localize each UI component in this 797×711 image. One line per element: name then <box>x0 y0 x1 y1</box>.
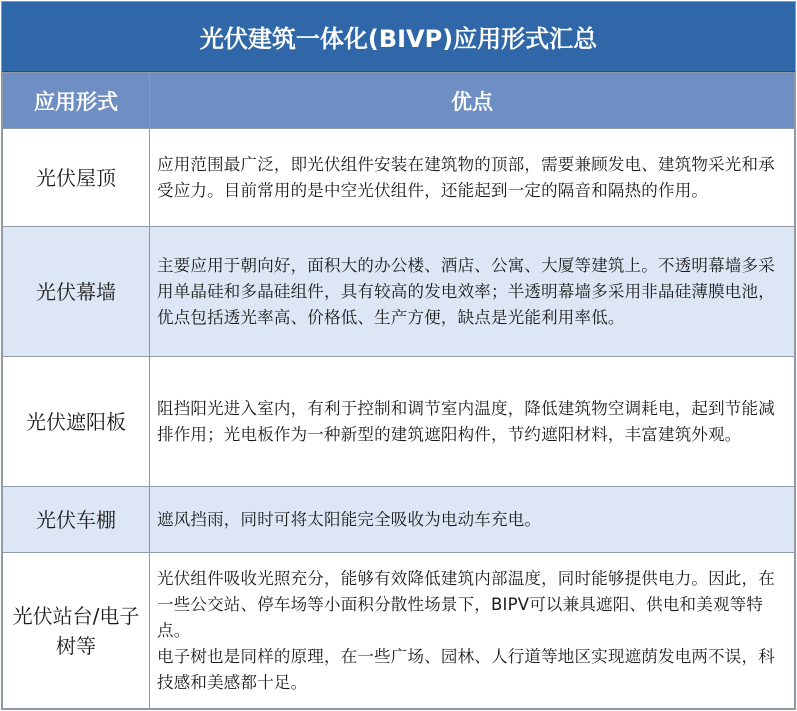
desc-paragraph: 遮风挡雨，同时可将太阳能完全吸收为电动车充电。 <box>157 509 542 529</box>
row-label-roof: 光伏屋顶 <box>3 129 150 227</box>
row-desc-curtain-wall <box>150 227 795 357</box>
table-row <box>3 129 795 227</box>
row-label-sunshade: 光伏遮阳板 <box>3 357 150 487</box>
desc-paragraph: 光伏组件吸收光照充分，能够有效降低建筑内部温度，同时能够提供电力。因此，在一些公交站、停车场等小面积分散性场景下，BIPV可以兼具遮阳、供电和美观等特点。 <box>157 568 775 640</box>
desc-paragraph: 应用范围最广泛，即光伏组件安装在建筑物的顶部，需要兼顾发电、建筑物采光和承受应力。目前常用的是中空光伏组件，还能起到一定的隔音和隔热的作用。 <box>157 154 775 200</box>
desc-paragraph: 电子树也是同样的原理，在一些广场、园林、人行道等地区实现遮荫发电两不误，科技感和美感都十足。 <box>157 646 775 692</box>
application-table <box>2 72 795 709</box>
row-desc-sunshade <box>150 357 795 487</box>
header-row <box>3 73 795 129</box>
row-label-station: 光伏站台/电子树等 <box>3 553 150 709</box>
row-desc-carport <box>150 487 795 553</box>
header-form: 应用形式 <box>3 73 150 129</box>
desc-paragraph: 阻挡阳光进入室内，有利于控制和调节室内温度，降低建筑物空调耗电，起到节能减排作用；光电板作为一种新型的建筑遮阳构件，节约遮阳材料，丰富建筑外观。 <box>157 398 775 444</box>
table-title: 光伏建筑一体化(BIVP)应用形式汇总 <box>2 2 795 72</box>
desc-paragraph: 主要应用于朝向好，面积大的办公楼、酒店、公寓、大厦等建筑上。不透明幕墙多采用单晶硅和多晶硅组件，具有较高的发电效率；半透明幕墙多采用非晶硅薄膜电池，优点包括透光率高、价格低、生产方便，缺点是光能利用率低。 <box>157 255 775 327</box>
table-row <box>3 227 795 357</box>
bipv-summary-table <box>1 1 796 710</box>
row-label-curtain-wall: 光伏幕墙 <box>3 227 150 357</box>
table-row <box>3 553 795 709</box>
row-desc-roof <box>150 129 795 227</box>
header-advantages: 优点 <box>150 73 795 129</box>
row-desc-station <box>150 553 795 709</box>
table-row <box>3 487 795 553</box>
row-label-carport: 光伏车棚 <box>3 487 150 553</box>
table-row <box>3 357 795 487</box>
